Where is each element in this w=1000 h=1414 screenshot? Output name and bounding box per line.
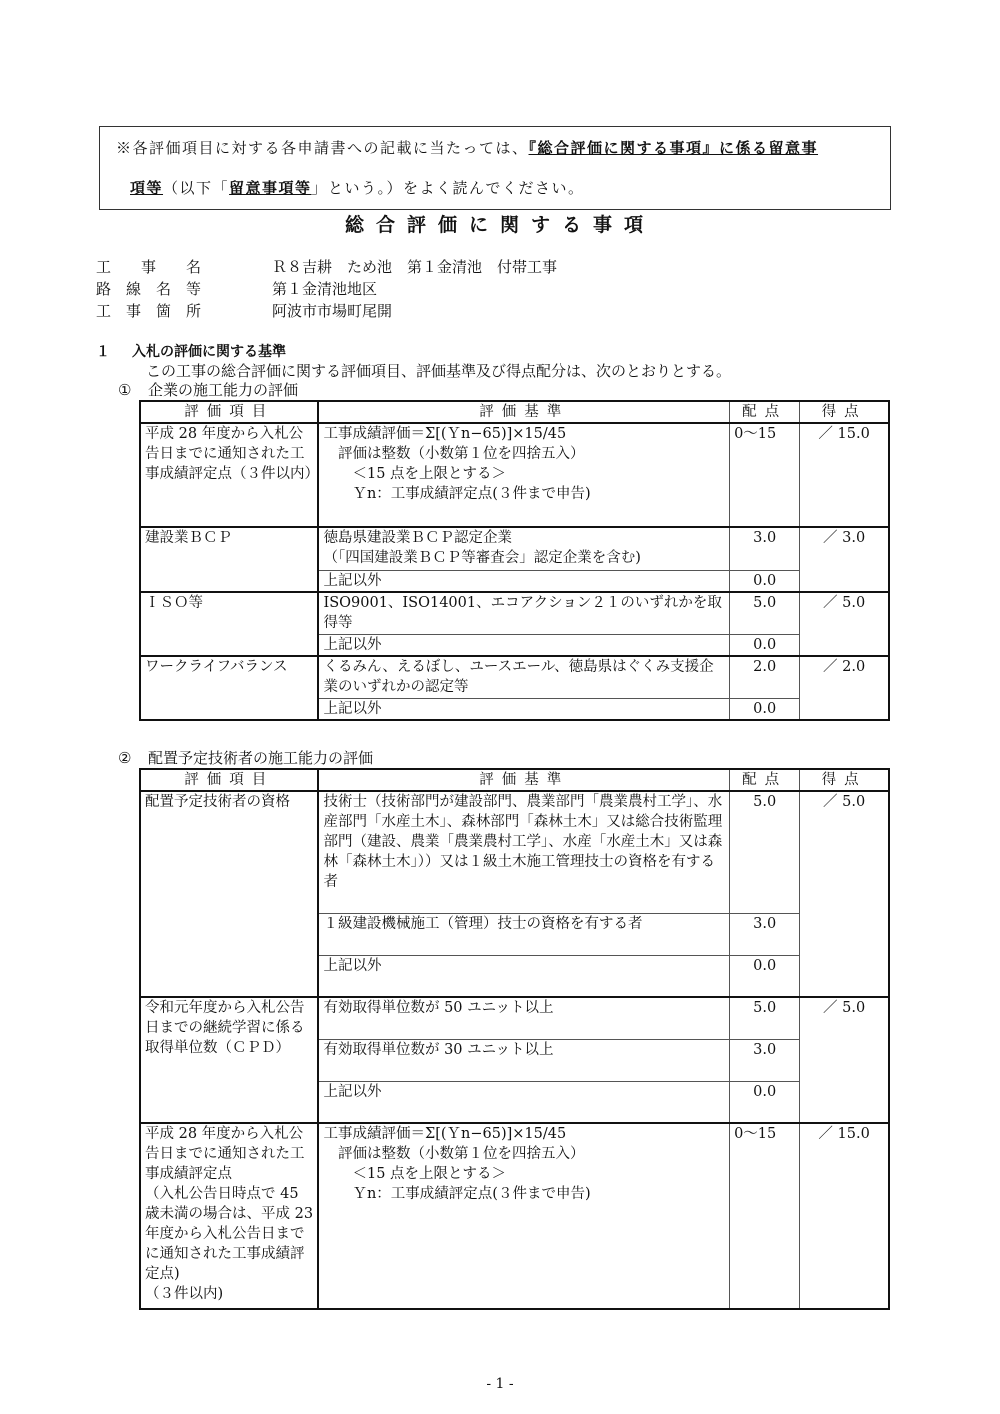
- row-criteria: 上記以外: [318, 634, 729, 656]
- info-row-name: 工 事 名 Ｒ８吉耕 ため池 第１金清池 付帯工事: [96, 258, 558, 276]
- row-item: 建設業ＢＣＰ: [140, 527, 318, 592]
- page-number: - 1 -: [486, 1376, 514, 1392]
- row-points: 5.0: [730, 997, 800, 1039]
- row-item: 配置予定技術者の資格: [140, 791, 318, 997]
- row-points: 3.0: [730, 527, 800, 570]
- row-points: 5.0: [730, 791, 800, 913]
- row-criteria: 徳島県建設業ＢＣＰ認定企業 （「四国建設業ＢＣＰ等審査会」認定企業を含む): [318, 527, 729, 570]
- row-score: ／ 3.0: [800, 527, 889, 592]
- row-criteria: 上記以外: [318, 570, 729, 592]
- notice-line-2: 項等（以下「留意事項等」という。）をよく読んでください。: [130, 179, 585, 197]
- row-item: ワークライフバランス: [140, 656, 318, 720]
- row-points: 0.0: [730, 1081, 800, 1123]
- row-score: ／ 5.0: [800, 997, 889, 1123]
- row-criteria: 上記以外: [318, 955, 729, 997]
- notice-box: [99, 126, 891, 210]
- row-score: ／ 2.0: [800, 656, 889, 720]
- header-criteria: 評価基準: [479, 772, 570, 788]
- subsection-2-heading: ② 配置予定技術者の施工能力の評価: [118, 749, 374, 767]
- row-points: 5.0: [730, 592, 800, 634]
- row-criteria: 工事成績評価＝Σ[(Ｙn−65)]×15/45 評価は整数（小数第１位を四捨五入） ＜15 点を上限とする＞ Ｙn：工事成績評定点(３件まで申告): [318, 423, 729, 527]
- table-header-row: [140, 769, 889, 791]
- section-heading: １ 入札の評価に関する基準: [96, 344, 286, 360]
- subsection-1-heading: ① 企業の施工能力の評価: [118, 381, 299, 399]
- row-criteria: くるみん、えるぼし、ユースエール、徳島県はぐくみ支援企業のいずれかの認定等: [318, 656, 729, 698]
- row-score: ／ 15.0: [800, 1123, 889, 1309]
- header-score: 得点: [800, 769, 889, 791]
- info-row-route: 路 線 名 等 第１金清池地区: [96, 280, 378, 298]
- table-row: [140, 592, 889, 634]
- header-score: 得点: [800, 401, 889, 423]
- table-row: [140, 423, 889, 527]
- row-points: 0.0: [730, 634, 800, 656]
- info-row-location: 工 事 箇 所 阿波市市場町尾開: [96, 302, 393, 320]
- row-criteria: 上記以外: [318, 698, 729, 720]
- row-item: ＩＳＯ等: [140, 592, 318, 656]
- table-engineer-capability: [139, 768, 890, 1310]
- row-points: 0～15: [730, 423, 800, 527]
- row-criteria: １級建設機械施工（管理）技士の資格を有する者: [318, 913, 729, 955]
- header-item: 評価項目: [140, 769, 318, 791]
- header-points: 配点: [730, 401, 800, 423]
- table-row: [140, 656, 889, 698]
- row-points: 3.0: [730, 1039, 800, 1081]
- header-criteria: 評価基準: [479, 404, 570, 420]
- row-criteria: 工事成績評価＝Σ[(Ｙn−65)]×15/45 評価は整数（小数第１位を四捨五入） ＜15 点を上限とする＞ Ｙn：工事成績評定点(３件まで申告): [318, 1123, 729, 1309]
- row-criteria: 技術士（技術部門が建設部門、農業部門「農業農村工学」、水産部門「水産土木」、森林部門「森林土木」又は総合技術監理部門（建設、農業「農業農村工学」、水産「水産土木」又は森林「森林土木」））又は１級土木施工管理技士の資格を有する者: [318, 791, 729, 913]
- table-row: [140, 791, 889, 913]
- project-info: [96, 256, 557, 322]
- row-points: 0～15: [730, 1123, 800, 1309]
- intro-text: この工事の総合評価に関する評価項目、評価基準及び得点配分は、次のとおりとする。: [146, 362, 732, 380]
- table-row: [140, 527, 889, 570]
- notice-line-1: ※各評価項目に対する各申請書への記載に当たっては、『総合評価に関する事項』に係る留意事: [116, 139, 819, 157]
- row-criteria: 有効取得単位数が 50 ユニット以上: [318, 997, 729, 1039]
- row-criteria: 有効取得単位数が 30 ユニット以上: [318, 1039, 729, 1081]
- row-score: ／ 15.0: [800, 423, 889, 527]
- row-points: 2.0: [730, 656, 800, 698]
- header-points: 配点: [730, 769, 800, 791]
- row-points: 0.0: [730, 955, 800, 997]
- row-item: 令和元年度から入札公告日までの継続学習に係る取得単位数（ＣＰＤ）: [140, 997, 318, 1123]
- row-score: ／ 5.0: [800, 791, 889, 997]
- row-item: 平成 28 年度から入札公告日までに通知された工事成績評定点 （入札公告日時点で 45 歳未満の場合は、平成 23 年度から入札公告日までに通知された工事成績評定点) （３件以内): [140, 1123, 318, 1309]
- row-points: 0.0: [730, 570, 800, 592]
- header-item: 評価項目: [140, 401, 318, 423]
- row-item: 平成 28 年度から入札公告日までに通知された工事成績評定点（３件以内）: [140, 423, 318, 527]
- row-criteria: 上記以外: [318, 1081, 729, 1123]
- row-points: 3.0: [730, 913, 800, 955]
- row-criteria: ISO9001、ISO14001、エコアクション２１のいずれかを取得等: [318, 592, 729, 634]
- row-score: ／ 5.0: [800, 592, 889, 656]
- table-row: [140, 1123, 889, 1309]
- table-header-row: [140, 401, 889, 423]
- table-corporate-capability: [139, 400, 890, 721]
- row-points: 0.0: [730, 698, 800, 720]
- page-title: 総合評価に関する事項: [344, 214, 655, 236]
- table-row: [140, 997, 889, 1039]
